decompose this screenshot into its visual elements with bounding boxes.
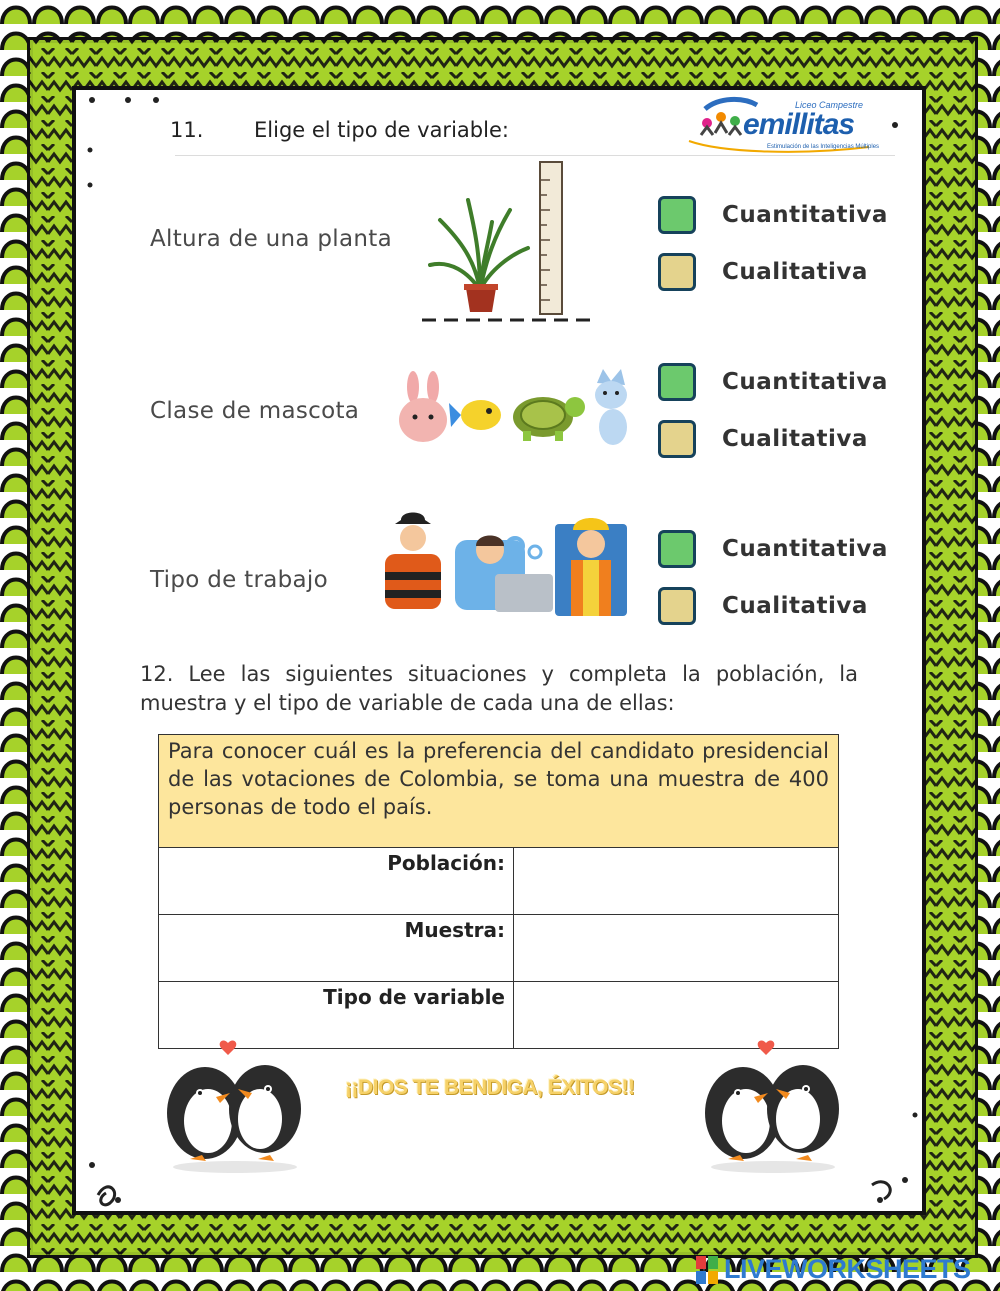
plant-ruler-illustration [420, 160, 600, 325]
item-label-pet-type: Clase de mascota [150, 398, 360, 424]
poblacion-input[interactable] [515, 851, 841, 911]
option-label: Cualitativa [722, 259, 868, 285]
table-row [159, 915, 839, 982]
logo-brand: emillitas [743, 108, 855, 141]
school-logo [683, 95, 880, 157]
workers-illustration [375, 510, 635, 622]
penguins-right-illustration [698, 1035, 848, 1175]
option-job-cualitativa[interactable] [658, 587, 868, 625]
option-label: Cualitativa [722, 593, 868, 619]
liveworksheets-logo-icon [696, 1256, 718, 1284]
penguins-left-illustration [160, 1035, 310, 1175]
question-prompt: Elige el tipo de variable: [254, 118, 509, 142]
situation-text: Para conocer cuál es la preferencia del candidato presidencial de las votaciones de Colombia, se toma una muestra de 400 personas de todo el país. [159, 735, 839, 848]
item-label-job-type: Tipo de trabajo [150, 567, 328, 593]
logo-top-line: Liceo Campestre [795, 100, 864, 110]
row-label-tipo-variable: Tipo de variable [159, 982, 514, 1049]
option-label: Cuantitativa [722, 369, 888, 395]
table-row [159, 848, 839, 915]
option-job-cuantitativa[interactable] [658, 530, 888, 568]
row-label-poblacion: Población: [159, 848, 514, 915]
row-label-muestra: Muestra: [159, 915, 514, 982]
checkbox-beige[interactable] [658, 587, 696, 625]
option-plant-cuantitativa[interactable] [658, 196, 888, 234]
liveworksheets-badge-icon [696, 1256, 718, 1284]
checkbox-green[interactable] [658, 530, 696, 568]
blessing-message: ¡¡DIOS TE BENDIGA, ÉXITOS!! [345, 1076, 635, 1099]
question-11-header [170, 118, 509, 142]
option-pet-cualitativa[interactable] [658, 420, 868, 458]
checkbox-beige[interactable] [658, 420, 696, 458]
logo-tagline: Estimulación de las Inteligencias Múltiples [767, 144, 880, 150]
checkbox-green[interactable] [658, 363, 696, 401]
header-divider [175, 155, 895, 156]
checkbox-beige[interactable] [658, 253, 696, 291]
muestra-input[interactable] [515, 918, 841, 978]
question-number: 11. [170, 118, 204, 142]
option-label: Cualitativa [722, 426, 868, 452]
question-12-prompt: 12. Lee las siguientes situaciones y completa la población, la muestra y el tipo de variable de cada una de ellas: [140, 662, 858, 715]
item-label-plant-height: Altura de una planta [150, 226, 392, 252]
answer-cell [514, 848, 839, 915]
situation-table [158, 734, 839, 1049]
pets-illustration [395, 365, 640, 450]
option-pet-cuantitativa[interactable] [658, 363, 888, 401]
option-plant-cualitativa[interactable] [658, 253, 868, 291]
answer-cell [514, 915, 839, 982]
checkbox-green[interactable] [658, 196, 696, 234]
option-label: Cuantitativa [722, 536, 888, 562]
liveworksheets-watermark: LIVEWORKSHEETS [724, 1254, 971, 1284]
option-label: Cuantitativa [722, 202, 888, 228]
